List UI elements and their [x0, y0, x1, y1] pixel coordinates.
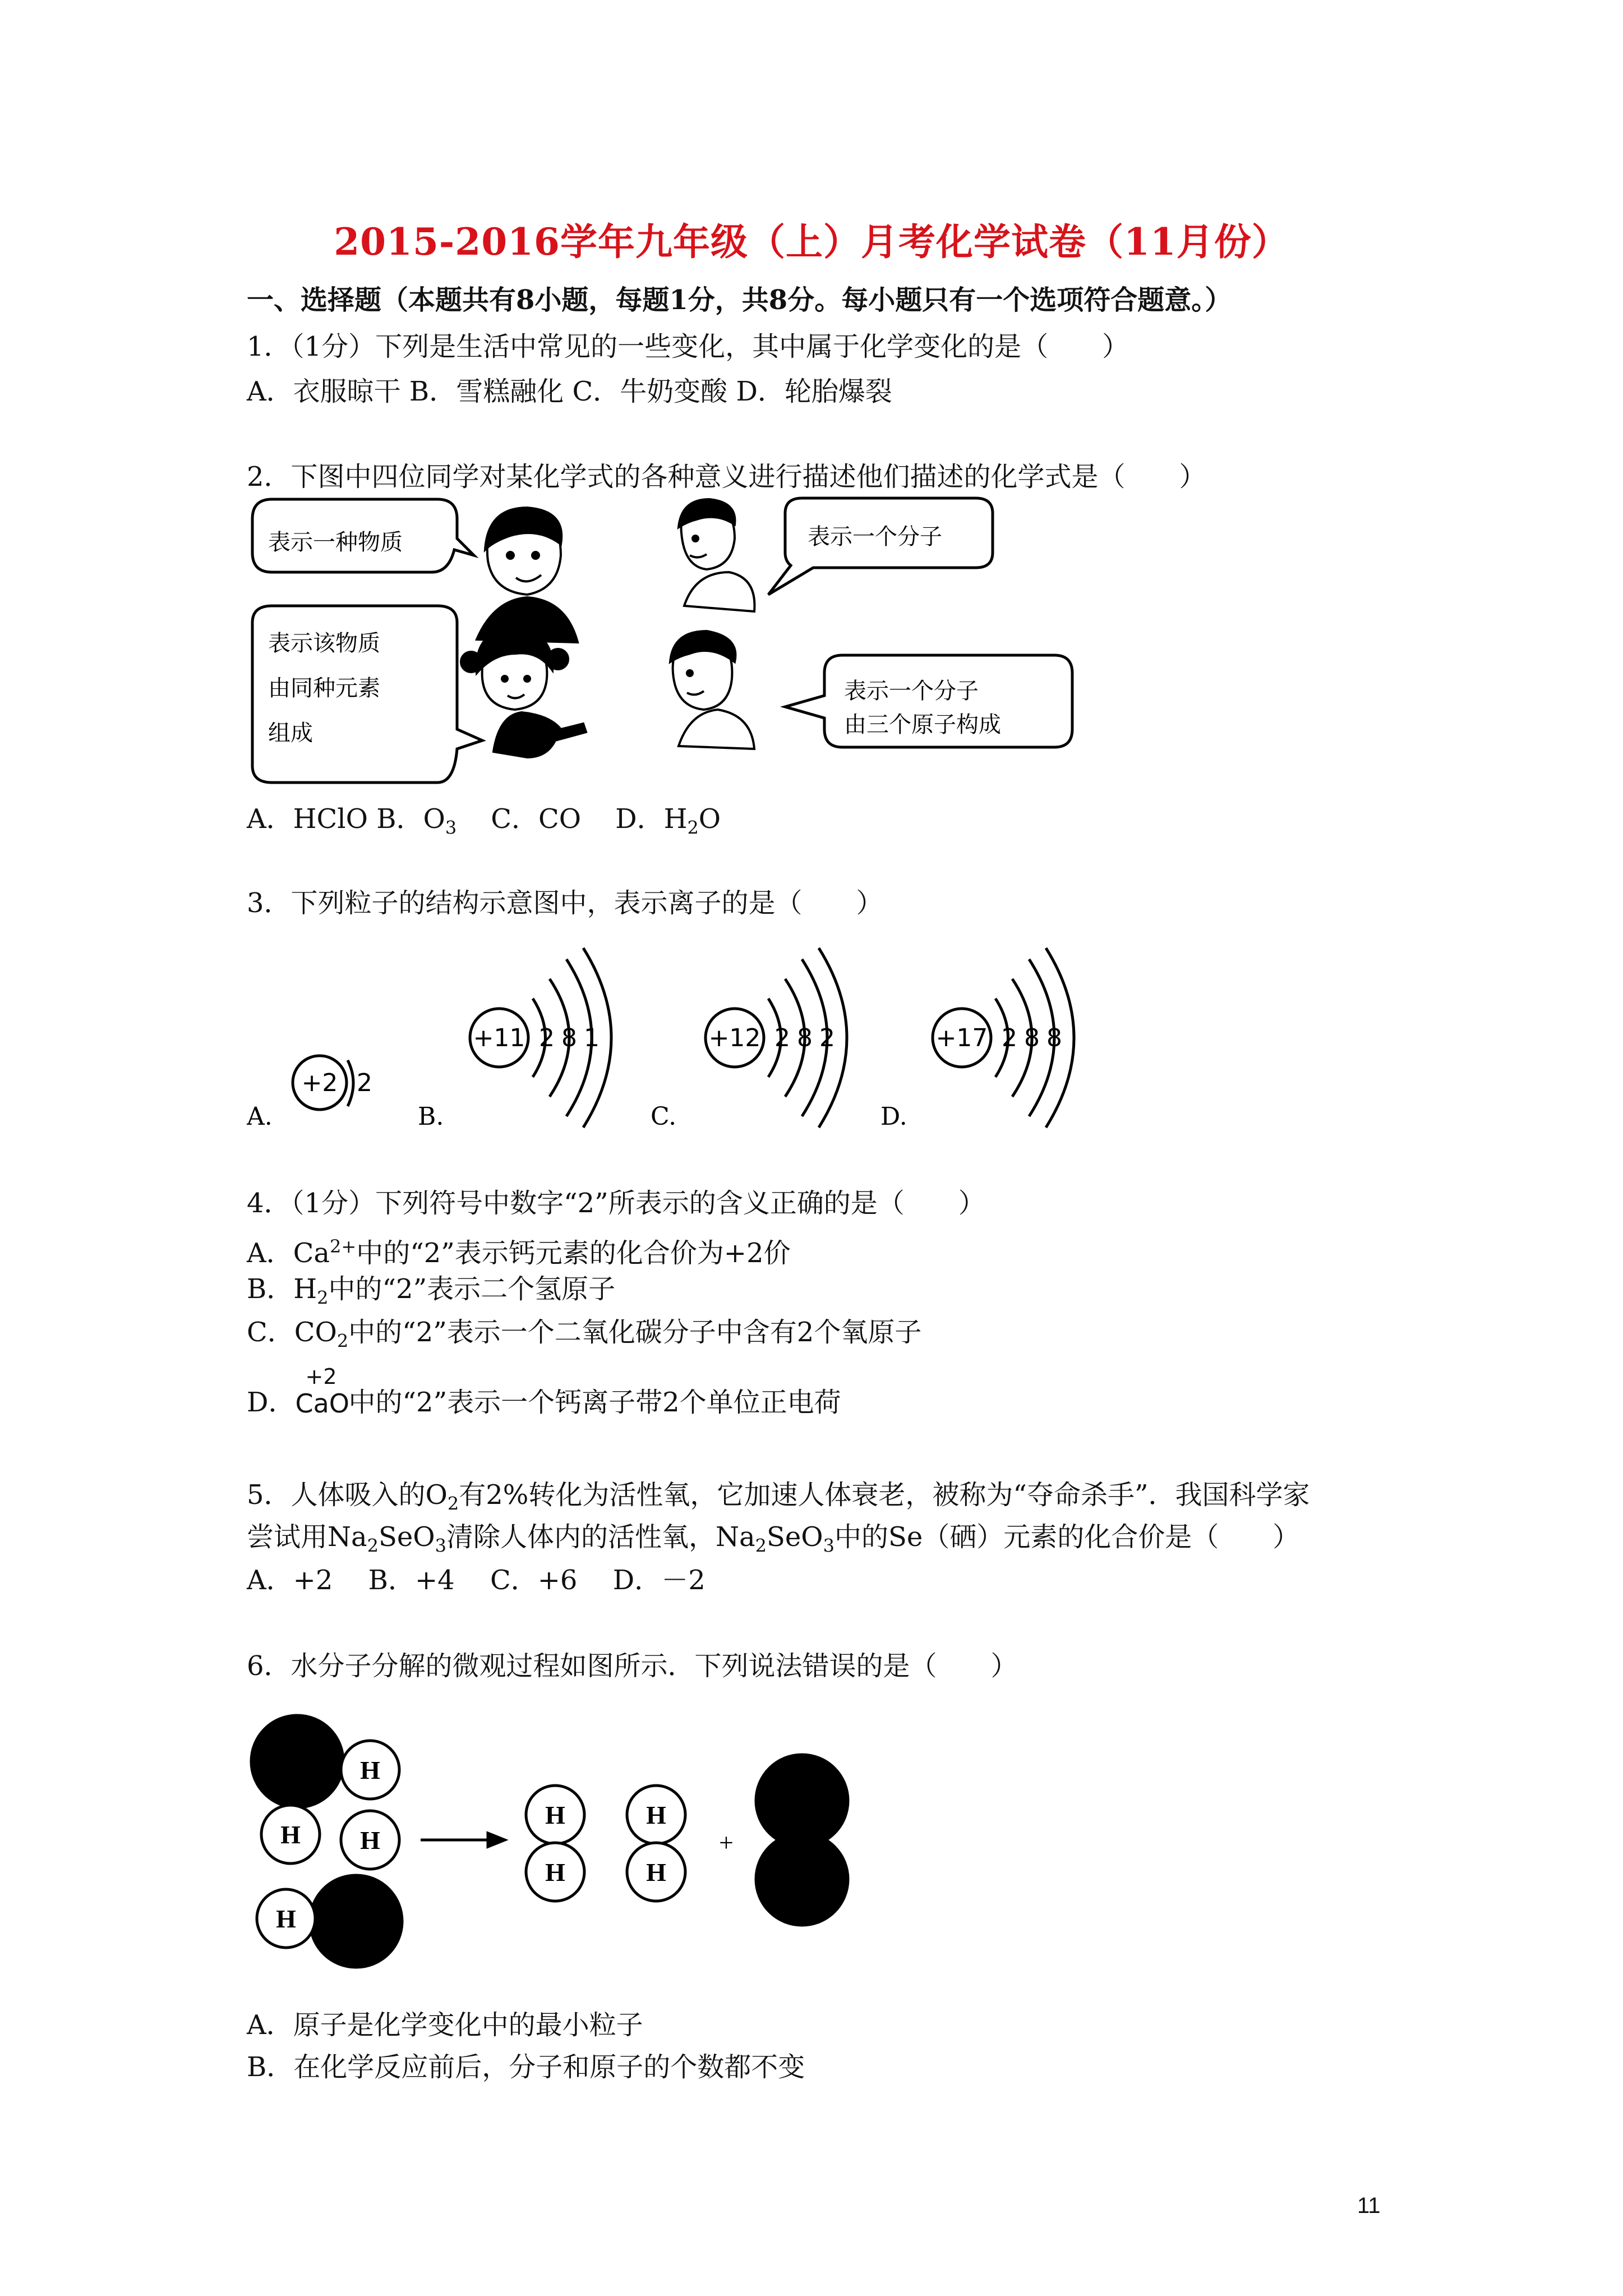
shell-count-a1: 2	[357, 1069, 372, 1097]
hydrogen-label: H	[545, 1801, 565, 1829]
hydrogen-label: H	[360, 1756, 380, 1784]
option-label-c: C.	[651, 1102, 677, 1131]
shell-count-c2: 8	[797, 1024, 813, 1052]
oxygen-atom	[251, 1715, 343, 1807]
q5-line-1: 5．人体吸入的$O_2$有2%转化为活性氧，它加速人体衰老，被称为“夺命杀手”．我国科学家	[247, 1479, 1310, 1515]
hydrogen-label: H	[276, 1904, 296, 1933]
q2-students-figure	[247, 494, 1077, 808]
q1-stem: 1．（1分）下列是生活中常见的一些变化，其中属于化学变化的是（ ）	[247, 331, 1129, 362]
shell-count-c1: 2	[774, 1024, 790, 1052]
shell-a1	[348, 1060, 353, 1106]
bubble-text-4b: 由三个原子构成	[844, 712, 1001, 738]
bubble-text-2: 表示一个分子	[808, 524, 942, 550]
shell-count-c3: 2	[819, 1024, 835, 1052]
shell-count-d3: 8	[1046, 1024, 1062, 1052]
hydrogen-label: H	[646, 1858, 666, 1887]
q2-stem: 2．下图中四位同学对某化学式的各种意义进行描述他们描述的化学式是（ ）	[247, 461, 1206, 493]
bubble-text-1: 表示一种物质	[268, 530, 403, 555]
option-label-a: A.	[247, 1102, 273, 1131]
q4-stem: 4．（1分）下列符号中数字“2”所表示的含义正确的是（ ）	[247, 1188, 985, 1219]
hydrogen-label: H	[545, 1858, 565, 1887]
student-boy-2-illustration	[679, 499, 754, 611]
option-label-d: D.	[880, 1102, 907, 1131]
hydrogen-label: H	[646, 1801, 666, 1829]
nucleus-label-a: +2	[301, 1069, 338, 1097]
bubble-text-3c: 组成	[268, 720, 313, 746]
option-label-b: B.	[418, 1102, 444, 1131]
nucleus-label-c: +12	[708, 1024, 761, 1052]
q1-options: A．衣服晾干 B．雪糕融化 C．牛奶变酸 D．轮胎爆裂	[247, 376, 892, 407]
bubble-text-3b: 由同种元素	[268, 675, 380, 701]
nucleus-label-b: +11	[473, 1024, 525, 1052]
q5-line-2: 尝试用$Na_2SeO_3$清除人体内的活性氧，$Na_2SeO_3$中的Se（硒）元素的化合价是（ ）	[247, 1521, 1300, 1557]
q6-option-b: B．在化学反应前后，分子和原子的个数都不变	[247, 2051, 805, 2083]
shell-count-d2: 8	[1024, 1024, 1040, 1052]
page-title: 2015-2016学年九年级（上）月考化学试卷（11月份）	[334, 220, 1289, 264]
shell-count-b3: 1	[584, 1024, 600, 1052]
cao-valence-image: +2 CaO	[295, 1364, 350, 1419]
page-number: 11	[1357, 2193, 1381, 2218]
plus-sign: +	[719, 1828, 734, 1857]
hydrogen-label: H	[280, 1820, 301, 1849]
hydrogen-label: H	[360, 1826, 380, 1855]
q4-option-d: D． +2 CaO 中的“2”表示一个钙离子带2个单位正电荷	[247, 1364, 841, 1419]
q4-option-b: B．$H_2$中的“2”表示二个氢原子	[247, 1273, 616, 1309]
shell-count-b1: 2	[539, 1024, 555, 1052]
q3-stem: 3．下列粒子的结构示意图中，表示离子的是（ ）	[247, 887, 883, 919]
q2-options: A．HClO B．$O_3$ C．CO D．$H_2O$	[247, 803, 721, 839]
oxygen-atom	[310, 1875, 402, 1967]
shell-count-d1: 2	[1002, 1024, 1017, 1052]
student-boy-3-illustration	[670, 631, 754, 749]
bubble-text-4a: 表示一个分子	[844, 678, 979, 704]
q3-atom-diagrams	[247, 931, 1122, 1144]
q4-option-a: A．$Ca^{2+}$中的“2”表示钙元素的化合价为+2价	[247, 1236, 791, 1269]
bubble-text-3a: 表示该物质	[268, 631, 380, 656]
q6-option-a: A．原子是化学变化中的最小粒子	[247, 2009, 643, 2041]
section-heading: 一、选择题（本题共有8小题，每题1分，共8分。每小题只有一个选项符合题意。）	[247, 284, 1232, 316]
shell-count-b2: 8	[561, 1024, 577, 1052]
q5-options: A．+2 B．+4 C．+6 D．－2	[247, 1565, 706, 1596]
q6-water-decomposition-figure	[247, 1711, 920, 1991]
student-boy-1-illustration	[477, 508, 578, 642]
nucleus-label-d: +17	[935, 1024, 988, 1052]
q4-option-c: C．$CO_2$中的“2”表示一个二氧化碳分子中含有2个氧原子	[247, 1317, 922, 1352]
q6-stem: 6．水分子分解的微观过程如图所示．下列说法错误的是（ ）	[247, 1650, 1018, 1682]
